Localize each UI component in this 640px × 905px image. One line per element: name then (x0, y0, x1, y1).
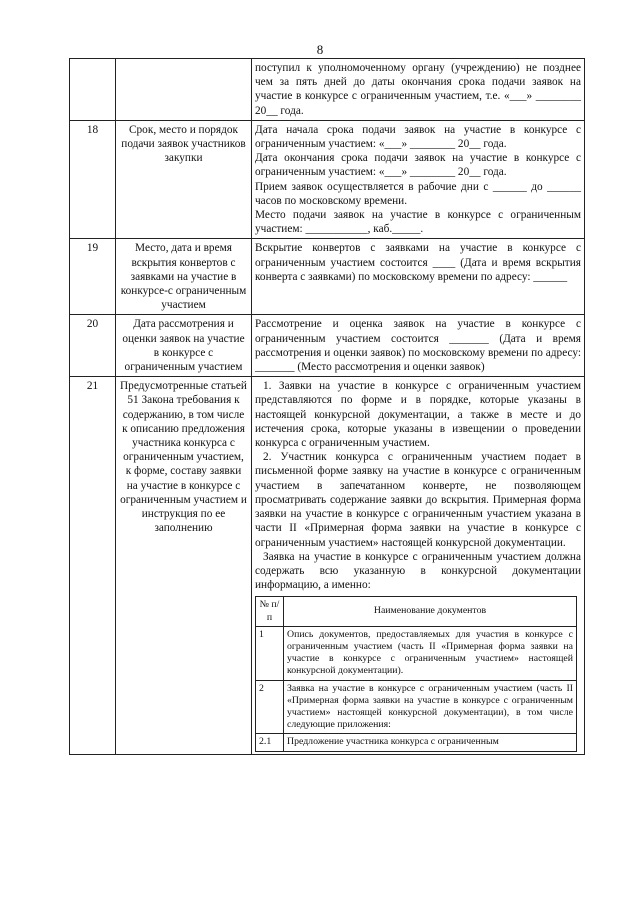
row-number: 20 (70, 315, 116, 377)
table-row (70, 59, 585, 121)
doc-name: Предложение участника конкурса с ограниченным (284, 734, 577, 751)
paragraph: 2. Участник конкурса с ограниченным участием подает в письменной форме заявку на участие в конкурсе с ограниченным участием в запечатанном конверте, не позволяющем просматривать содержание заявки до вскрытия. Примерная форма заявки на участие в конкурсе с ограниченным участием указана в части II «Примерная форма заявки на участие в конкурсе с ограниченным участием» настоящей конкурсной документации. (255, 451, 581, 549)
row-number: 18 (70, 120, 116, 239)
table-row (70, 315, 585, 377)
row-content (252, 315, 585, 377)
row-content (252, 239, 585, 315)
column-header-name: Наименование документов (284, 597, 577, 626)
row-title: Срок, место и порядок подачи заявок участников закупки (116, 120, 252, 239)
doc-number: 2 (256, 680, 284, 734)
table-row (70, 120, 585, 239)
documents-table-row (256, 734, 577, 751)
paragraph: Место подачи заявок на участие в конкурсе с ограниченным участием: ___________, каб._____. (255, 209, 581, 236)
documents-table-header (256, 597, 577, 626)
row-content (252, 120, 585, 239)
doc-name: Опись документов, предоставляемых для участия в конкурсе с ограниченным участием (часть II «Примерная форма заявки на участие в конкурсе с ограниченным участием» настоящей конкурсной документации). (284, 626, 577, 680)
row-content (252, 377, 585, 754)
documents-table-row (256, 626, 577, 680)
paragraph: 1. Заявки на участие в конкурсе с ограниченным участием представляются по форме и в порядке, которые указаны в настоящей конкурсной документации, а также в месте и до истечения срока, которые указаны в извещении о проведении конкурса с ограниченным участием. (255, 380, 581, 450)
page-number: 8 (316, 42, 324, 57)
row-title: Место, дата и время вскрытия конвертов с заявками на участие в конкурсе-с ограниченным участием (116, 239, 252, 315)
row-number: 21 (70, 377, 116, 754)
table-row (70, 239, 585, 315)
row-title (116, 59, 252, 121)
paragraph: Вскрытие конвертов с заявками на участие в конкурсе с ограниченным участием состоится ____ (Дата и время вскрытия конверта с заявками) по московскому времени по адресу: ______ (255, 242, 581, 283)
table-row (70, 377, 585, 754)
paragraph: Заявка на участие в конкурсе с ограниченным участием должна содержать всю указанную в конкурсной документации информацию, а именно: (255, 550, 581, 592)
doc-name: Заявка на участие в конкурсе с ограниченным участием (часть II «Примерная форма заявки на участие в конкурсе с ограниченным участием» настоящей конкурсной документации), в том числе следующие приложения: (284, 680, 577, 734)
procurement-table (69, 58, 585, 755)
paragraph: поступил к уполномоченному органу (учреждению) не позднее чем за пять дней до даты окончания срока подачи заявок на участие в конкурсе с ограниченным участием, т.е. «___» ________ 20__ года. (255, 62, 581, 117)
row-title: Дата рассмотрения и оценки заявок на участие в конкурсе с ограниченным участием (116, 315, 252, 377)
doc-number: 2.1 (256, 734, 284, 751)
paragraph: Дата начала срока подачи заявок на участие в конкурсе с ограниченным участием: «___» ________ 20__ года. (255, 123, 581, 151)
paragraph: Дата окончания срока подачи заявок на участие в конкурсе с ограниченным участием: «___» ________ 20__ года. (255, 152, 581, 179)
paragraph: Прием заявок осуществляется в рабочие дни с ______ до ______ часов по московскому времени. (255, 180, 581, 207)
paragraph: Рассмотрение и оценка заявок на участие в конкурсе с ограниченным участием состоится _______ (Дата и время рассмотрения и оценки заявок) по московскому времени по адресу: _______ (Место рассмотрения и оценки заявок) (255, 318, 581, 374)
documents-table (255, 596, 577, 751)
column-header-number: № п/п (256, 597, 284, 626)
row-number (70, 59, 116, 121)
row-number: 19 (70, 239, 116, 315)
doc-number: 1 (256, 626, 284, 680)
row-title: Предусмотренные статьей 51 Закона требования к содержанию, в том числе к описанию предложения участника конкурса с ограниченным участием, к форме, составу заявки на участие в конкурсе с ограниченным участием и инструкция по ее заполнению (116, 377, 252, 754)
documents-table-row (256, 680, 577, 734)
row-content (252, 59, 585, 121)
